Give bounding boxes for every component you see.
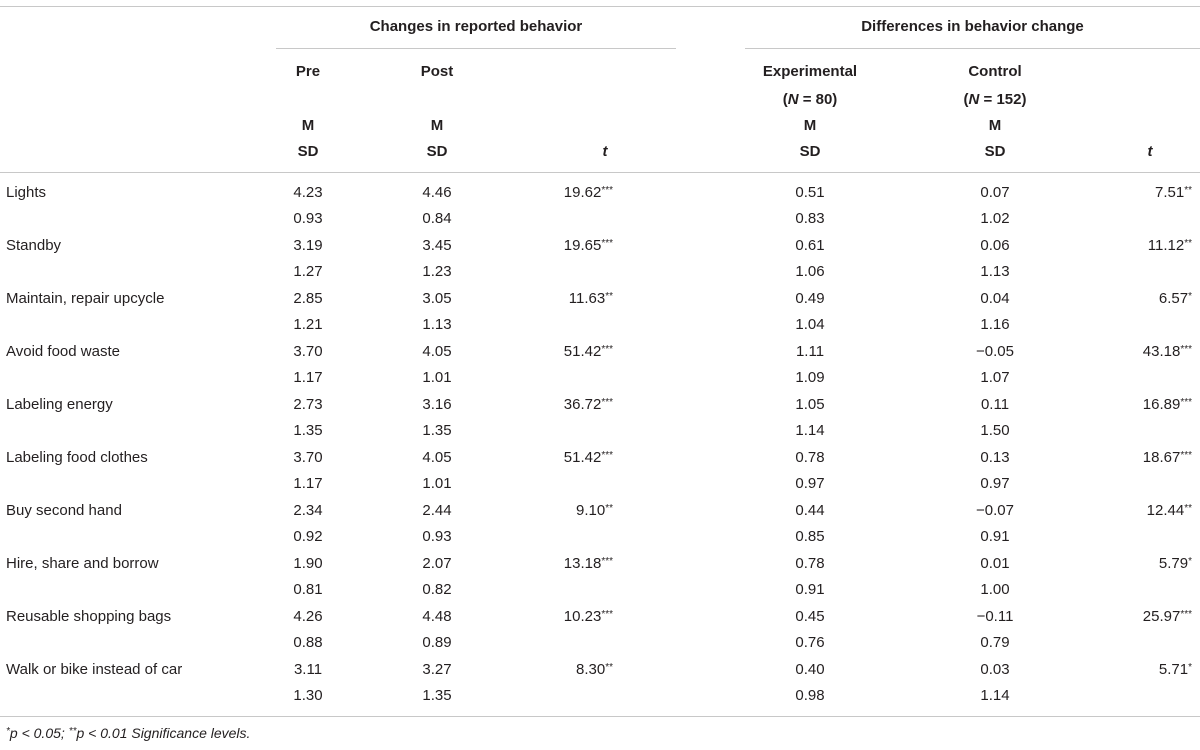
t1-value: 9.10** [576,502,613,519]
post-sd: 1.35 [422,422,452,439]
t1-value: 19.62*** [563,184,613,201]
exp-sd: 1.04 [795,316,825,333]
ctl-mean: 0.04 [980,290,1010,307]
exp-sd: 1.09 [795,369,825,386]
pre-mean: 2.73 [293,396,323,413]
post-mean: 4.48 [422,608,452,625]
t2-value: 43.18*** [1142,343,1192,360]
post-mean: 3.27 [422,661,452,678]
pre-sd: 1.27 [293,263,323,280]
exp-sd: 0.83 [795,210,825,227]
col-header-t1: t [602,143,608,160]
pre-sd: 1.17 [293,475,323,492]
pre-mean: 1.90 [293,555,323,572]
post-sd: 1.23 [422,263,452,280]
header-bottom-rule [0,172,1200,173]
post-mean: 4.05 [422,343,452,360]
t2-value: 7.51** [1155,184,1192,201]
exp-mean: 0.78 [795,555,825,572]
pre-mean: 3.19 [293,237,323,254]
ctl-sd: 1.14 [980,687,1010,704]
pre-mean: 3.11 [293,661,323,678]
col-header-control: Control [968,63,1022,80]
exp-sd: 0.76 [795,634,825,651]
group1-underline [276,48,676,49]
row-label: Maintain, repair upcycle [6,290,165,307]
row-label: Hire, share and borrow [6,555,159,572]
t1-value: 36.72*** [563,396,613,413]
ctl-sd: 0.91 [980,528,1010,545]
pre-mean: 4.26 [293,608,323,625]
exp-sd: 0.98 [795,687,825,704]
exp-sd: 0.91 [795,581,825,598]
exp-mean: 0.61 [795,237,825,254]
col-header-t2: t [1147,143,1153,160]
t2-value: 5.71* [1158,661,1192,678]
post-mean: 2.07 [422,555,452,572]
pre-sd: 1.17 [293,369,323,386]
t2-value: 11.12** [1147,237,1192,254]
t2-value: 6.57* [1158,290,1192,307]
pre-sd: 0.93 [293,210,323,227]
post-sd: 1.01 [422,369,452,386]
col-header-experimental: Experimental [762,63,858,80]
pre-sd: 1.30 [293,687,323,704]
exp-mean: 0.49 [795,290,825,307]
post-sd: 1.13 [422,316,452,333]
row-label: Walk or bike instead of car [6,661,183,678]
pre-sd: 0.81 [293,581,323,598]
group-header-changes: Changes in reported behavior [369,18,583,35]
exp-sd: 0.85 [795,528,825,545]
post-sd: 0.82 [422,581,452,598]
ctl-mean: 0.07 [980,184,1010,201]
row-label: Labeling food clothes [6,449,148,466]
ctl-sd: 0.79 [980,634,1010,651]
exp-sd: 0.97 [795,475,825,492]
ctl-mean: −0.07 [976,502,1014,519]
row-label: Standby [6,237,62,254]
t2-value: 16.89*** [1142,396,1192,413]
t1-value: 10.23*** [563,608,613,625]
col-header-pre-sd: SD [297,143,319,160]
col-header-experimental-n: (N = 80) [782,91,838,108]
post-mean: 4.46 [422,184,452,201]
pre-sd: 0.92 [293,528,323,545]
t1-value: 13.18*** [563,555,613,572]
col-header-post-sd: SD [426,143,448,160]
pre-mean: 3.70 [293,343,323,360]
col-header-exp-sd: SD [799,143,821,160]
ctl-sd: 1.02 [980,210,1010,227]
t1-value: 51.42*** [563,449,613,466]
pre-mean: 3.70 [293,449,323,466]
row-label: Avoid food waste [6,343,120,360]
post-sd: 1.01 [422,475,452,492]
col-header-ctl-m: M [988,117,1002,134]
exp-mean: 0.78 [795,449,825,466]
col-header-ctl-sd: SD [984,143,1006,160]
exp-sd: 1.14 [795,422,825,439]
exp-mean: 1.05 [795,396,825,413]
exp-mean: 0.44 [795,502,825,519]
table-footnote: *p < 0.05; **p < 0.01 Significance levels. [6,725,251,741]
col-header-post: Post [420,63,454,80]
pre-mean: 4.23 [293,184,323,201]
post-sd: 0.93 [422,528,452,545]
pre-sd: 0.88 [293,634,323,651]
row-label: Reusable shopping bags [6,608,172,625]
post-mean: 3.16 [422,396,452,413]
row-label: Labeling energy [6,396,113,413]
post-mean: 4.05 [422,449,452,466]
post-mean: 3.45 [422,237,452,254]
ctl-mean: −0.11 [976,608,1014,625]
exp-mean: 1.11 [795,343,825,360]
ctl-sd: 1.07 [980,369,1010,386]
ctl-mean: 0.11 [980,396,1010,413]
table-bottom-rule [0,716,1200,717]
t2-value: 18.67*** [1142,449,1192,466]
t2-value: 12.44** [1146,502,1192,519]
col-header-exp-m: M [803,117,817,134]
col-header-pre: Pre [295,63,321,80]
col-header-control-n: (N = 152) [963,91,1027,108]
t2-value: 5.79* [1158,555,1192,572]
ctl-mean: −0.05 [976,343,1014,360]
exp-mean: 0.51 [795,184,825,201]
post-mean: 2.44 [422,502,452,519]
group2-underline [745,48,1200,49]
t1-value: 19.65*** [563,237,613,254]
ctl-sd: 0.97 [980,475,1010,492]
pre-sd: 1.35 [293,422,323,439]
pre-mean: 2.85 [293,290,323,307]
col-header-pre-m: M [301,117,315,134]
row-label: Buy second hand [6,502,122,519]
table-top-rule [0,6,1200,7]
post-mean: 3.05 [422,290,452,307]
post-sd: 1.35 [422,687,452,704]
group-header-differences: Differences in behavior change [861,18,1084,35]
ctl-mean: 0.06 [980,237,1010,254]
pre-mean: 2.34 [293,502,323,519]
ctl-sd: 1.13 [980,263,1010,280]
exp-mean: 0.40 [795,661,825,678]
post-sd: 0.84 [422,210,452,227]
pre-sd: 1.21 [293,316,323,333]
t1-value: 8.30** [576,661,613,678]
t2-value: 25.97*** [1142,608,1192,625]
t1-value: 11.63** [568,290,613,307]
row-label: Lights [6,184,47,201]
exp-mean: 0.45 [795,608,825,625]
col-header-post-m: M [430,117,444,134]
exp-sd: 1.06 [795,263,825,280]
ctl-sd: 1.16 [980,316,1010,333]
t1-value: 51.42*** [563,343,613,360]
ctl-mean: 0.01 [980,555,1010,572]
post-sd: 0.89 [422,634,452,651]
ctl-sd: 1.50 [980,422,1010,439]
ctl-sd: 1.00 [980,581,1010,598]
ctl-mean: 0.13 [980,449,1010,466]
ctl-mean: 0.03 [980,661,1010,678]
